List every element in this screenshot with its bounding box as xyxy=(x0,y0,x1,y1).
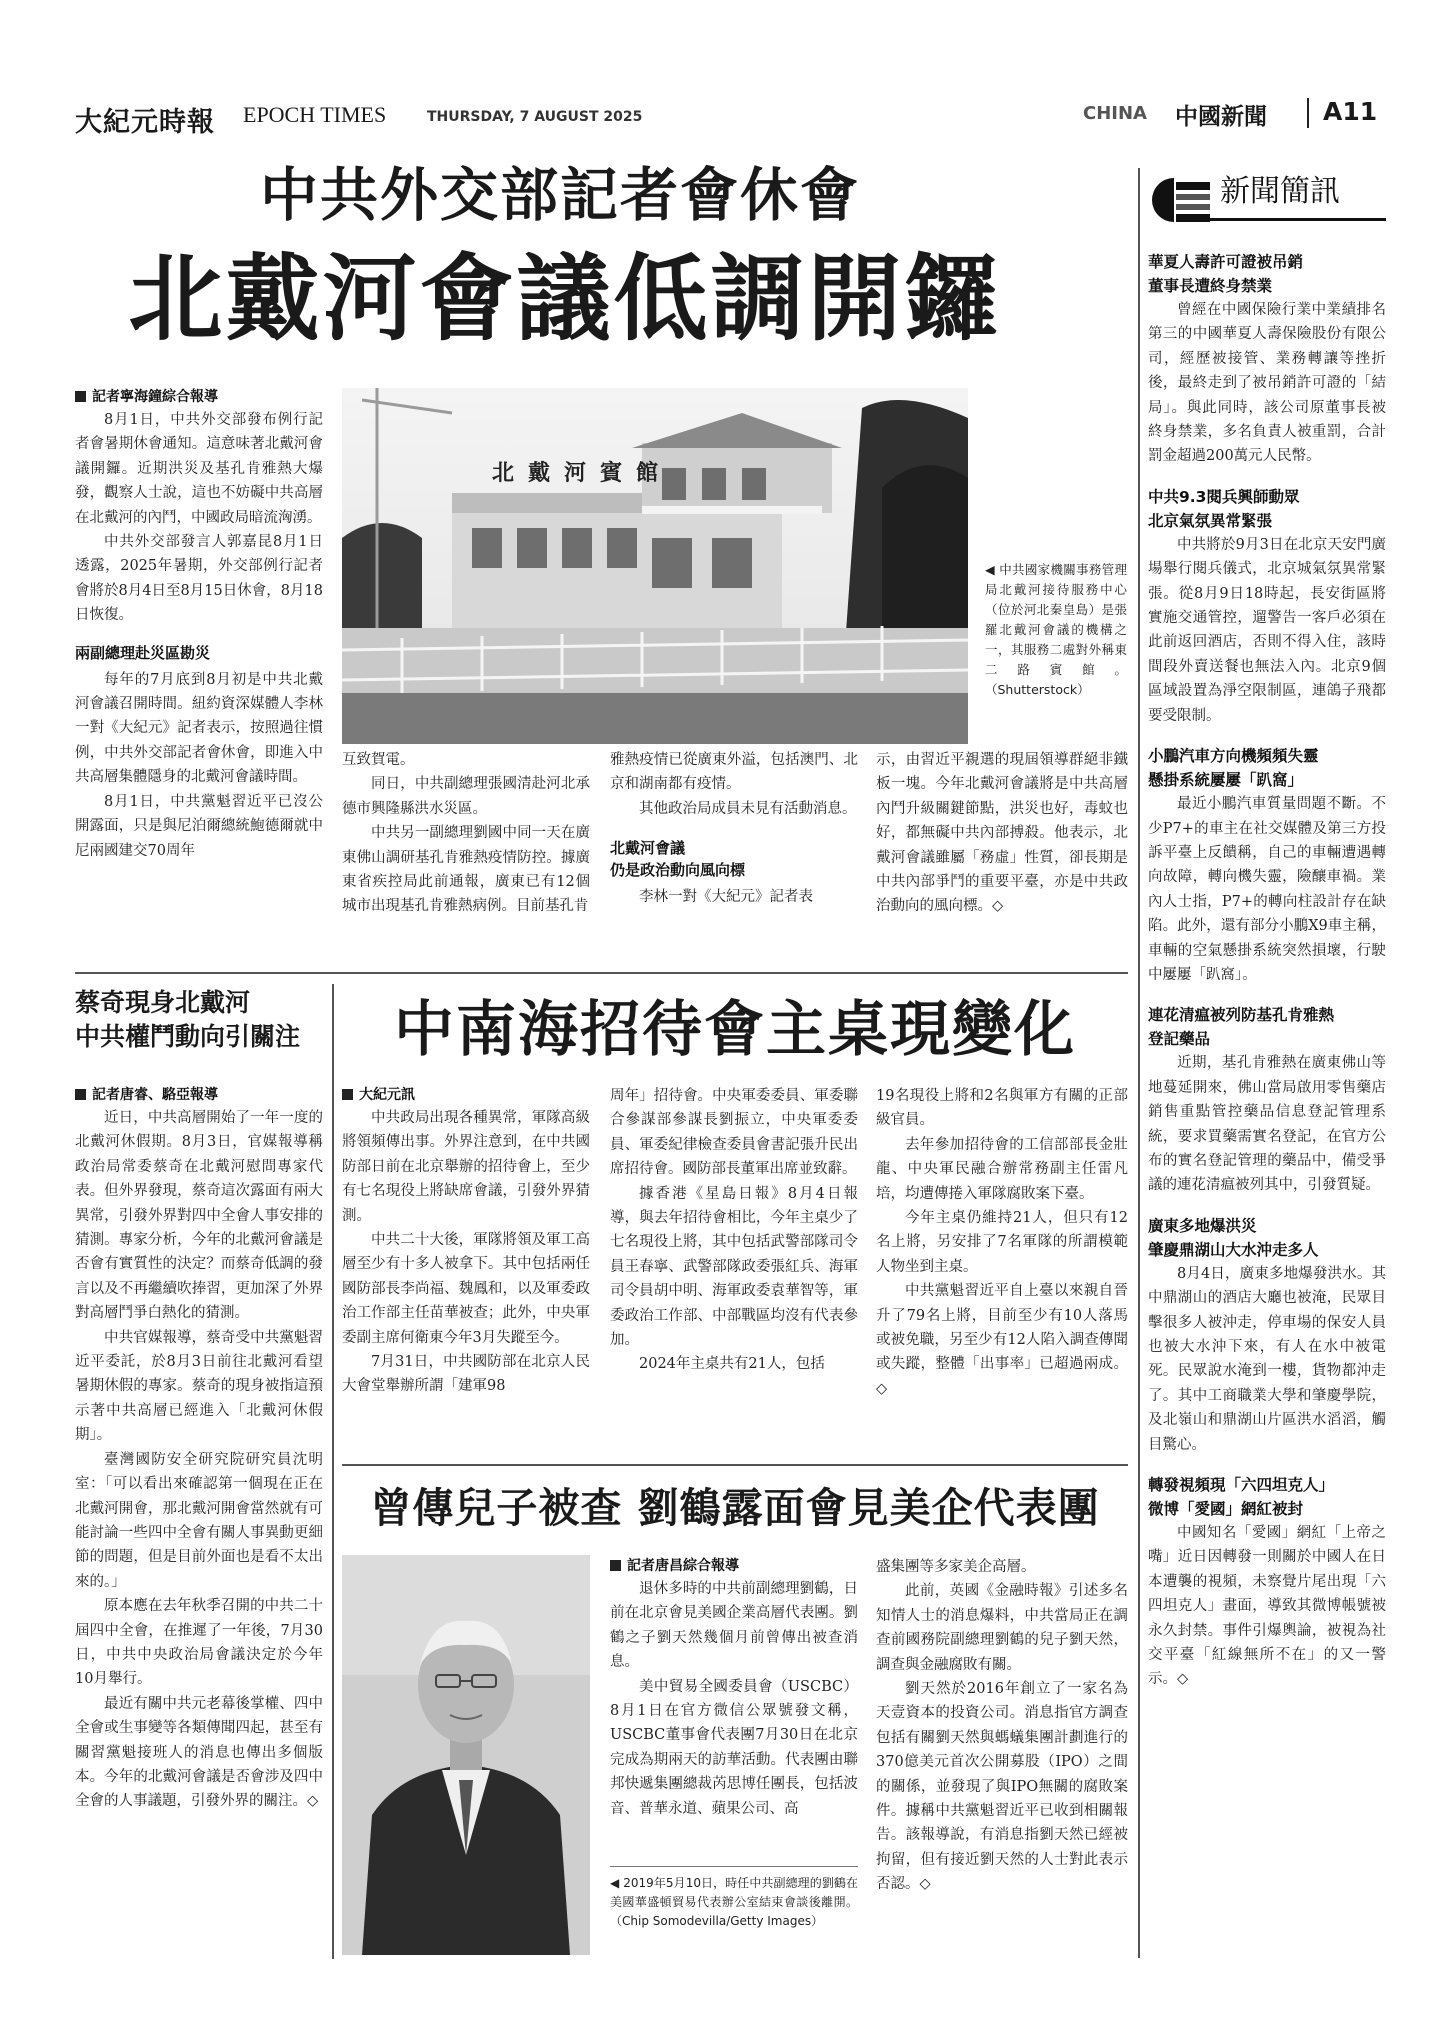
paragraph: 其他政治局成員未見有活動消息。 xyxy=(639,800,857,817)
paragraph: 互致賀電。 xyxy=(342,752,415,768)
paragraph: 同日，中共副總理張國清赴河北承德市興隆縣洪水災區。 xyxy=(342,776,590,817)
article4-col2 xyxy=(876,1555,1128,1897)
byline-text: 大紀元訊 xyxy=(359,1087,415,1103)
paragraph: 最近有關中共元老幕後掌權、四中全會或生事變等各類傳聞四起，甚至有關習黨魁接班人的消息也傳出多個版本。今年的北戴河會議是否會涉及四中全會的人事議題，引發外界的關注。◇ xyxy=(75,1695,323,1810)
brief-item xyxy=(1148,485,1386,728)
section-en: CHINA xyxy=(1083,103,1147,124)
divider-left-column xyxy=(332,984,334,1959)
paragraph: 臺灣國防安全研究院研究員沈明室：「可以看出來確認第一個現在正在北戴河開會，那北戴河開會當然就有可能討論一些四中全會有關人事異動更細節的問題，但是目前外面也是看不太出來的。」 xyxy=(75,1451,323,1590)
divider-article3 xyxy=(342,1464,1128,1466)
byline-bullet xyxy=(75,1089,86,1100)
article1-col4 xyxy=(876,748,1128,919)
brief-list xyxy=(1148,250,1386,1692)
building-illustration xyxy=(342,388,968,744)
brief-item xyxy=(1148,1003,1386,1197)
brief-item-head: 廣東多地爆洪災 肇慶鼎湖山大水沖走多人 xyxy=(1148,1216,1319,1259)
article4-col1 xyxy=(610,1555,858,1821)
brief-item-head: 小鵬汽車方向機頻頻失靈 懸掛系統屢屢「趴窩」 xyxy=(1148,747,1319,790)
paragraph: 美中貿易全國委員會（USCBC）8月1日在官方微信公眾號發文稱，USCBC董事會代表團7月30日在北京完成為期兩天的訪華活動。代表團由聯邦快遞集團總裁芮思博任團長，包括波音、普華永道、蘋果公司、高 xyxy=(610,1678,858,1817)
paragraph: 7月31日，中共國防部在北京人民大會堂舉辦所謂「建軍98 xyxy=(342,1354,590,1395)
paragraph: 李林一對《大紀元》記者表 xyxy=(639,889,813,906)
article1-byline xyxy=(75,386,323,408)
page-number: A11 xyxy=(1323,97,1378,126)
masthead xyxy=(75,96,1385,136)
brief-item-body: 8月4日，廣東多地爆發洪水。其中鼎湖山的酒店大廳也被淹，民眾目擊很多人被沖走，停車場的保安人員也被大水沖下來，有人在水中被電死。民眾說水淹到一樓，貨物都沖走了。其中工商職業大學和肇慶學院，及北嶺山和鼎湖山片區洪水滔滔，觸目驚心。 xyxy=(1148,1265,1386,1453)
article2-byline xyxy=(75,1084,323,1106)
brief-item-head: 轉發視頻現「六四坦克人」 微博「愛國」網紅被封 xyxy=(1148,1476,1335,1519)
building-sign: 北戴河賓館 xyxy=(492,460,673,486)
section-cn: 中國新聞 xyxy=(1175,104,1267,130)
article3-col2 xyxy=(610,1084,858,1377)
portrait-illustration xyxy=(342,1555,590,1955)
paragraph: 原本應在去年秋季召開的中共二十屆四中全會，在推遲了一年後，7月30日，中共中央政治局會議決定於今年10月舉行。 xyxy=(75,1598,323,1688)
paragraph: 中共另一副總理劉國中同一天在廣東佛山調研基孔肯雅熱疫情防控。據廣東省疾控局此前通報，廣東已有12個城市出現基孔肯雅熱病例。目前基孔肯 xyxy=(342,825,590,915)
article1-headline-2: 北戴河會議低調開鑼 xyxy=(128,245,1002,354)
brief-item xyxy=(1148,250,1386,469)
byline-bullet xyxy=(610,1560,621,1571)
brief-item-body: 中國知名「愛國」網紅「上帝之嘴」近日因轉發一則關於中國人在日本遭襲的視頻，未察覺片尾出現「六四坦克人」畫面，導致其微博帳號被永久封禁。事件引爆輿論，被視為社交平臺「紅線無所不在」的又一警示。◇ xyxy=(1148,1525,1386,1688)
article1-photo-caption: ◀ 中共國家機關事務管理局北戴河接待服務中心（位於河北秦皇島）是張羅北戴河會議的機構之一，其服務二處對外稱東二路賓館。（Shutterstock） xyxy=(985,562,1127,697)
byline-text: 記者唐昌綜合報導 xyxy=(627,1558,739,1574)
article4-photo-caption: ◀ 2019年5月10日，時任中共副總理的劉鶴在美國華盛頓貿易代表辦公室結束會談後離開。（Chip Somodevilla/Getty Images） xyxy=(610,1876,858,1928)
paragraph: 去年參加招待會的工信部部長金壯龍、中央軍民融合辦常務副主任雷凡培，均遭傳捲入軍隊腐敗案下臺。 xyxy=(876,1136,1128,1202)
article4-headline: 曾傳兒子被查 劉鶴露面會見美企代表團 xyxy=(370,1484,1100,1532)
paragraph: 周年」招待會。中央軍委委員、軍委聯合參謀部參謀長劉振立，中央軍委委員、軍委紀律檢查委員會書記張升民出席招待會。國防部長董軍出席並致辭。 xyxy=(610,1088,858,1178)
brief-item xyxy=(1148,744,1386,987)
paragraph: 每年的7月底到8月初是中共北戴河會議召開時間。紐約資深媒體人李林一對《大紀元》記者表示，按照過往慣例，中共外交部記者會休會，即進入中共高層集體隱身的北戴河會議時間。 xyxy=(75,671,323,786)
paragraph: 中共政局出現各種異常，軍隊高級將領頻傳出事。外界注意到，在中共國防部日前在北京舉辦的招待會上，至少有七名現役上將缺席會議，引發外界猜測。 xyxy=(342,1110,590,1224)
article1-col2 xyxy=(342,748,590,919)
paragraph: 19名現役上將和2名與軍方有關的正部級官員。 xyxy=(876,1088,1128,1129)
article1-col1 xyxy=(75,386,323,863)
article3-byline xyxy=(342,1084,590,1106)
brief-item-body: 曾經在中國保險行業中業績排名第三的中國華夏人壽保險股份有限公司，經歷被接管、業務轉讓等挫折後，最終走到了被吊銷許可證的「結局」。與此同時，該公司原董事長被終身禁業，多名負責人被重罰，合計罰金超過200萬元人民幣。 xyxy=(1148,302,1386,465)
byline-text: 記者寧海鐘綜合報導 xyxy=(92,389,218,405)
paragraph: 中共黨魁習近平自上臺以來親自晉升了79名上將，目前至少有10人落馬或被免職，另至少有12人陷入調查傳聞或失蹤，整體「出事率」已超過兩成。◇ xyxy=(876,1283,1128,1397)
article1-subhead-2: 北戴河會議 仍是政治動向風向標 xyxy=(610,839,746,880)
divider-sidebar xyxy=(1138,168,1140,1958)
section-divider xyxy=(1307,98,1309,128)
byline-text: 記者唐睿、駱亞報導 xyxy=(92,1087,218,1103)
paragraph: 中共官媒報導，蔡奇受中共黨魁習近平委託，於8月3日前往北戴河看望暑期休假的專家。蔡奇的現身被指這預示著中共高層已經進入「北戴河休假期」。 xyxy=(75,1329,323,1444)
article1-col3 xyxy=(610,748,858,910)
liu-he-photo xyxy=(342,1555,590,1955)
masthead-date: THURSDAY, 7 AUGUST 2025 xyxy=(427,109,643,125)
brief-item-head: 中共9.3閱兵興師動眾 北京氣氛異常緊張 xyxy=(1148,487,1300,530)
paragraph: 雅熱疫情已從廣東外溢，包括澳門、北京和湖南都有疫情。 xyxy=(610,752,858,793)
brief-header xyxy=(1148,168,1386,232)
paragraph: 示，由習近平親選的現屆領導群絕非鐵板一塊。今年北戴河會議將是中共高層內鬥升級關鍵節點，洪災也好，毒蚊也好，都無礙中共內部搏殺。他表示，北戴河會議雖屬「務虛」性質，卻長期是中共內部爭鬥的重要平臺，亦是中共政治動向的風向標。◇ xyxy=(876,752,1128,915)
beidaihe-building-photo xyxy=(342,388,968,744)
divider-article1 xyxy=(75,972,1128,974)
paragraph: 中共二十大後，軍隊將領及軍工高層至少有十多人被拿下。其中包括兩任國防部長李尚福、魏鳳和，以及軍委政治工作部主任苗華被查；此外，中央軍委副主席何衛東今年3月失蹤至今。 xyxy=(342,1232,590,1346)
article2-body xyxy=(75,1084,323,1814)
byline-bullet xyxy=(75,391,86,402)
article1-subhead-1: 兩副總理赴災區勘災 xyxy=(75,643,211,662)
brief-title: 新聞簡訊 xyxy=(1220,174,1340,209)
brief-item-body: 最近小鵬汽車質量問題不斷。不少P7+的車主在社交媒體及第三方投訴平臺上反饋稱，自己的車輛遭遇轉向故障，轉向機失靈，險釀車禍。業內人士指，P7+的轉向柱設計存在缺陷。此外，還有部分小鵬X9車主稱，車輛的空氣懸掛系統突然損壞，行駛中屢屢「趴窩」。 xyxy=(1148,796,1386,983)
brief-title-underline xyxy=(1176,218,1386,221)
paragraph: 退休多時的中共前副總理劉鶴，日前在北京會見美國企業高層代表團。劉鶴之子劉天然幾個月前曾傳出被查消息。 xyxy=(610,1581,858,1671)
paragraph: 據香港《星島日報》8月4日報導，與去年招待會相比，今年主桌少了七名現役上將，其中包括武警部隊司令員王春寧、武警部隊政委張紅兵、海軍司令員胡中明、海軍政委袁華智等，軍委政治工作部、中部戰區均沒有代表參加。 xyxy=(610,1185,858,1349)
brief-item-body: 近期，基孔肯雅熱在廣東佛山等地蔓延開來，佛山當局啟用零售藥店銷售重點管控藥品信息登記管理系統，要求買藥需實名登記，在官方公布的實名登記管理的藥品中，備受爭議的連花清瘟被列其中，引發質疑。 xyxy=(1148,1055,1386,1194)
article3-col3 xyxy=(876,1084,1128,1401)
paragraph: 中共外交部發言人郭嘉昆8月1日透露，2025年暑期，外交部例行記者會將於8月4日至8月15日休會，8月18日恢復。 xyxy=(75,534,323,624)
paragraph: 劉天然於2016年創立了一家名為天壹資本的投資公司。消息指官方調查包括有關劉天然與螞蟻集團計劃進行的370億美元首次公開募股（IPO）之間的關係，並發現了與IPO無關的腐敗案件。據稱中共黨魁習近平已收到相關報告。該報導說，有消息指劉天然已經被拘留，但有接近劉天然的人士對此表示否認。◇ xyxy=(876,1681,1128,1893)
byline-bullet xyxy=(342,1089,353,1100)
article3-headline: 中南海招待會主桌現變化 xyxy=(394,995,1076,1065)
paragraph: 8月1日，中共黨魁習近平已沒公開露面，只是與尼泊爾總統鮑德爾就中尼兩國建交70周年 xyxy=(75,793,323,859)
paragraph: 盛集團等多家美企高層。 xyxy=(876,1559,1036,1575)
article4-byline xyxy=(610,1555,858,1577)
article3-col1 xyxy=(342,1084,590,1399)
brief-item-head: 連花清瘟被列防基孔肯雅熱 登記藥品 xyxy=(1148,1006,1335,1049)
paragraph: 近日，中共高層開始了一年一度的北戴河休假期。8月3日，官媒報導稱政治局常委蔡奇在北戴河慰問專家代表。但外界發現，蔡奇這次露面有兩大異常，引發外界對四中全會人事安排的猜測。專家分析，今年的北戴河會議是否會有實質性的決定？而蔡奇低調的發言以及不再繼續吹捧習，更加深了外界對高層鬥爭白熱化的猜測。 xyxy=(75,1110,323,1322)
paragraph: 2024年主桌共有21人，包括 xyxy=(639,1356,825,1373)
article1-headline-1: 中共外交部記者會休會 xyxy=(259,161,860,229)
paragraph: 此前，英國《金融時報》引述多名知情人士的消息爆料，中共當局正在調查前國務院副總理劉鶴的兒子劉天然，調查與金融腐敗有關。 xyxy=(876,1583,1128,1673)
brief-item-head: 華夏人壽許可證被吊銷 董事長遭終身禁業 xyxy=(1148,253,1304,295)
paragraph: 8月1日，中共外交部發布例行記者會暑期休會通知。這意味著北戴河會議開鑼。近期洪災及基孔肯雅熱大爆發，觀察人士說，這也不妨礙中共高層在北戴河的內鬥，中國政局暗流洶湧。 xyxy=(75,412,323,526)
masthead-logo-en: EPOCH TIMES xyxy=(243,102,387,127)
paragraph: 今年主桌仍維持21人，但只有12名上將，另安排了7名軍隊的所謂模範人物坐到主桌。 xyxy=(876,1210,1128,1275)
brief-item xyxy=(1148,1214,1386,1457)
article4-caption-rule xyxy=(610,1866,858,1867)
masthead-logo-cn: 大紀元時報 xyxy=(75,107,215,138)
brief-item xyxy=(1148,1473,1386,1692)
article2-headline: 蔡奇現身北戴河 中共權鬥動向引關注 xyxy=(75,988,301,1051)
brief-item-body: 中共將於9月3日在北京天安門廣場舉行閱兵儀式，北京城氣氛異常緊張。從8月9日18時起，長安街區將實施交通管控，遛警告一客戶必須在此前返回酒店，否則不得入住，該時間段外賣送餐也無法入內。北京9個區域設置為淨空限制區，連鴿子飛都要受限制。 xyxy=(1148,536,1386,724)
